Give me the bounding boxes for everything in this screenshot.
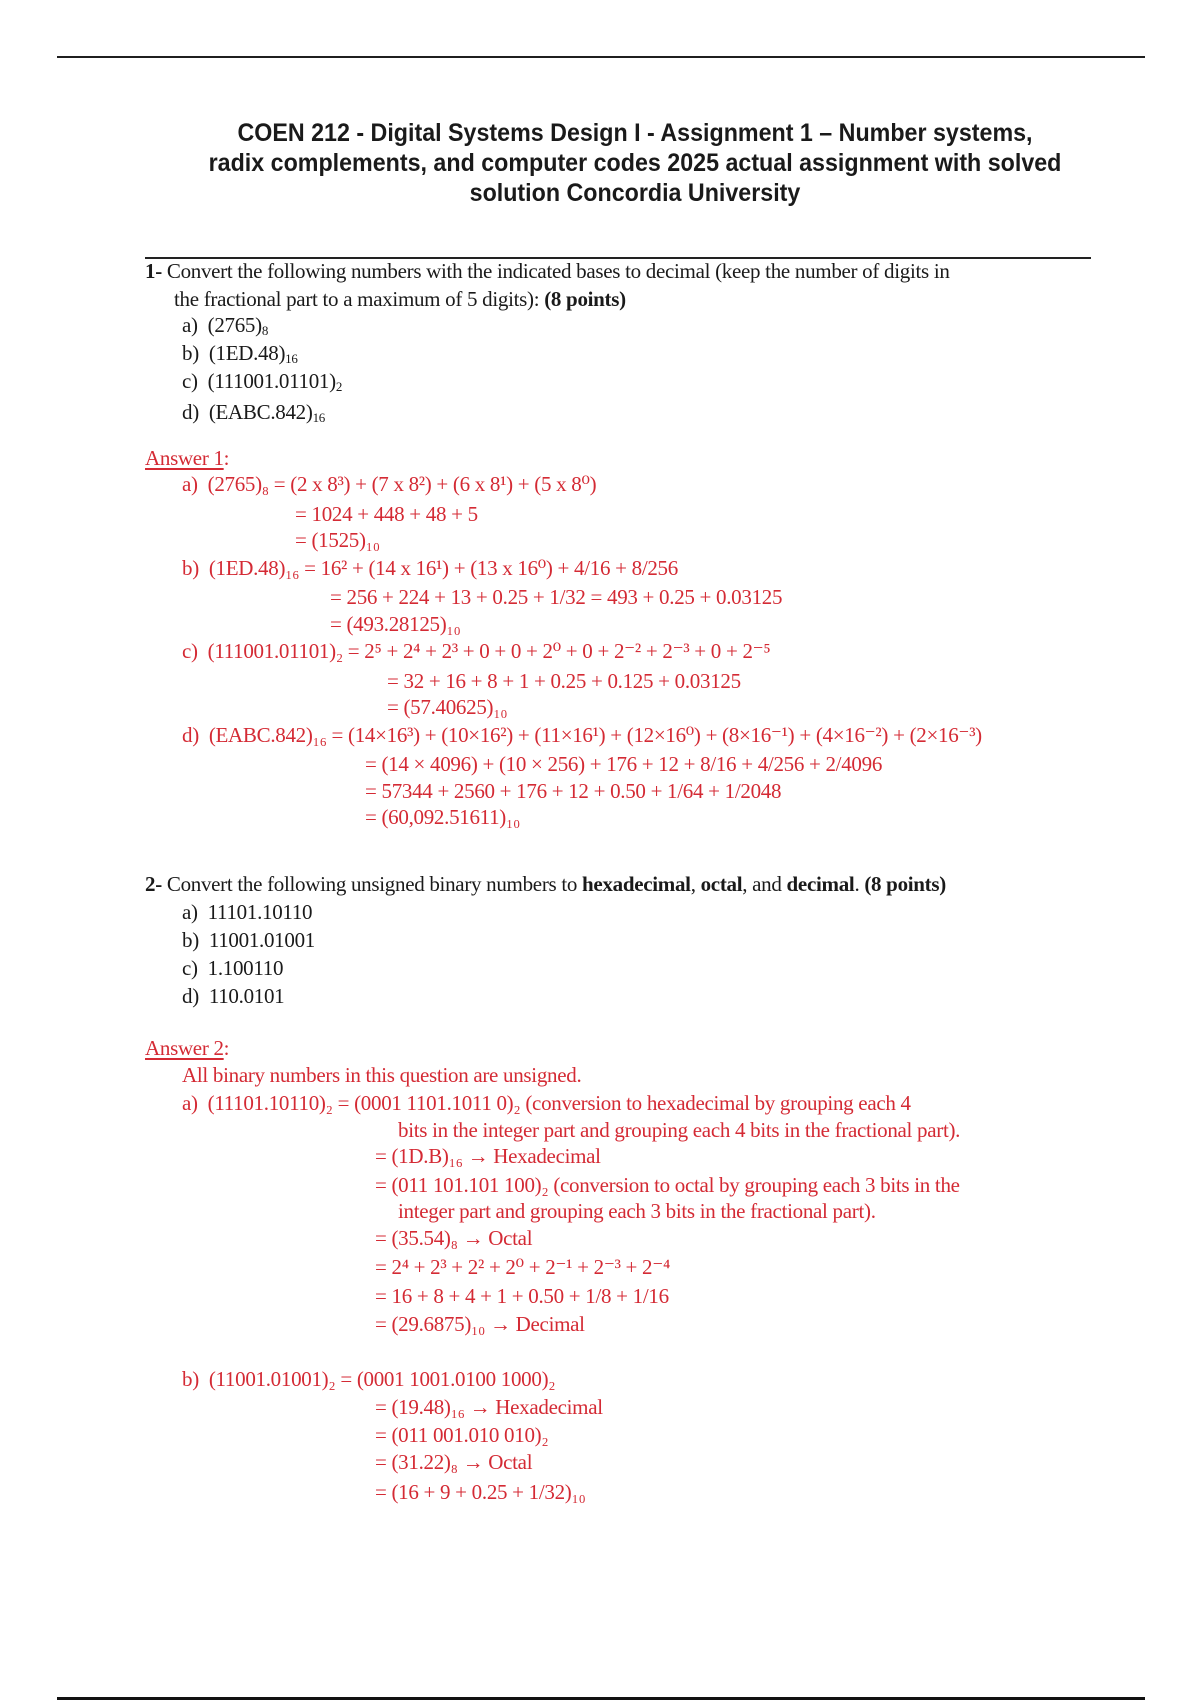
colon: :	[223, 446, 230, 470]
a1-c-line1	[182, 638, 770, 664]
a2-a-line6: = 16 + 8 + 4 + 1 + 0.50 + 1/8 + 1/16	[375, 1284, 669, 1308]
item-base: 16	[285, 351, 298, 366]
part-label: b)	[182, 556, 199, 580]
q2-points: (8 points)	[864, 872, 946, 896]
eq-line: (2765)₈ = (2 x 8³) + (7 x 8²) + (6 x 8¹) + (5 x 8⁰)	[207, 472, 597, 496]
sep: ,	[690, 872, 701, 896]
item-label: b)	[182, 928, 199, 952]
kw-decimal: decimal	[786, 872, 855, 896]
item-base: 8	[261, 323, 269, 338]
item-value: (2765)	[207, 313, 262, 337]
q1-text-cont: the fractional part to a maximum of 5 digits):	[174, 287, 545, 311]
a2-b-line2: = (19.48)₁₆ → Hexadecimal	[375, 1395, 603, 1419]
a1-d-line4: = (60,092.51611)₁₀	[365, 805, 521, 829]
q1-prompt-line2	[174, 286, 626, 312]
answer-2-label: Answer 2	[145, 1036, 224, 1060]
item-base: 16	[312, 410, 325, 425]
item-label: d)	[182, 984, 199, 1008]
a2-b-line1	[182, 1366, 555, 1392]
document-title	[175, 118, 1096, 208]
item-value: (1ED.48)	[208, 341, 286, 365]
q1-prompt-line1	[145, 258, 950, 284]
a2-a-line4: = (35.54)₈ → Octal	[375, 1226, 533, 1250]
item-value: (111001.01101)	[207, 369, 336, 393]
item-value: 11001.01001	[208, 928, 315, 952]
q1-item-c	[182, 368, 342, 394]
a1-a-line3: = (1525)₁₀	[295, 528, 380, 552]
a1-a-line1	[182, 471, 596, 497]
q2-item-b	[182, 927, 315, 953]
item-base: 2	[335, 379, 343, 394]
a2-a-line3: = (011 101.101 100)₂ (conversion to octal by grouping each 3 bits in the	[375, 1173, 960, 1197]
a2-a-line1b: bits in the integer part and grouping each 4 bits in the fractional part).	[398, 1118, 961, 1142]
part-label: c)	[182, 639, 198, 663]
title-line-3: solution Concordia University	[469, 179, 801, 207]
a1-d-line3: = 57344 + 2560 + 176 + 12 + 0.50 + 1/64 + 1/2048	[365, 779, 782, 803]
a2-b-line4: = (31.22)₈ → Octal	[375, 1450, 533, 1474]
q1-item-d	[182, 399, 325, 425]
q2-number: 2-	[145, 872, 162, 896]
lhs: (11001.01001)₂	[208, 1367, 341, 1391]
answer-2-heading	[145, 1035, 229, 1061]
part-label: a)	[182, 1091, 198, 1115]
a2-a-line7: = (29.6875)₁₀ → Decimal	[375, 1312, 585, 1336]
a2-note: All binary numbers in this question are unsigned.	[182, 1063, 582, 1087]
sep: , and	[742, 872, 787, 896]
a2-a-line2: = (1D.B)₁₆ → Hexadecimal	[375, 1144, 601, 1168]
a2-b-line3: = (011 001.010 010)₂	[375, 1423, 549, 1447]
item-label: c)	[182, 369, 198, 393]
eq-line: (1ED.48)₁₆ = 16² + (14 x 16¹) + (13 x 16⁰) + 4/16 + 8/256	[208, 556, 678, 580]
top-rule	[57, 56, 1145, 58]
item-label: a)	[182, 900, 198, 924]
eq-line: = (0001 1001.0100 1000)₂	[340, 1367, 556, 1391]
q1-text: Convert the following numbers with the indicated bases to decimal (keep the number of digits in	[166, 259, 950, 283]
q1-item-a	[182, 312, 268, 338]
q2-item-c	[182, 955, 283, 981]
a1-b-line1	[182, 555, 678, 581]
part-label: d)	[182, 723, 199, 747]
item-label: a)	[182, 313, 198, 337]
q2-item-d	[182, 983, 284, 1009]
q2-prompt	[145, 871, 946, 897]
q1-points: (8 points)	[544, 287, 626, 311]
a1-b-line2: = 256 + 224 + 13 + 0.25 + 1/32 = 493 + 0.25 + 0.03125	[330, 585, 783, 609]
a2-a-line3b: integer part and grouping each 3 bits in the fractional part).	[398, 1199, 876, 1223]
title-line-2: radix complements, and computer codes 2025 actual assignment with solved	[208, 149, 1062, 177]
a2-b-line5: = (16 + 9 + 0.25 + 1/32)₁₀	[375, 1480, 586, 1504]
q1-number: 1-	[145, 259, 162, 283]
part-label: a)	[182, 472, 198, 496]
a1-c-line2: = 32 + 16 + 8 + 1 + 0.25 + 0.125 + 0.03125	[387, 669, 741, 693]
q2-item-a	[182, 899, 312, 925]
eq-line: = (0001 1101.1011 0)₂ (conversion to hexadecimal by grouping each 4	[337, 1091, 911, 1115]
item-label: b)	[182, 341, 199, 365]
item-label: d)	[182, 400, 199, 424]
q2-text-end: .	[854, 872, 865, 896]
a1-d-line2: = (14 × 4096) + (10 × 256) + 176 + 12 + 8/16 + 4/256 + 2/4096	[365, 752, 883, 776]
a1-a-line2: = 1024 + 448 + 48 + 5	[295, 502, 478, 526]
kw-hex: hexadecimal	[582, 872, 691, 896]
a1-b-line3: = (493.28125)₁₀	[330, 612, 461, 636]
item-value: 1.100110	[207, 956, 284, 980]
part-label: b)	[182, 1367, 199, 1391]
q2-text: Convert the following unsigned binary numbers to	[166, 872, 583, 896]
item-label: c)	[182, 956, 198, 980]
eq-line: (EABC.842)₁₆ = (14×16³) + (10×16²) + (11×16¹) + (12×16⁰) + (8×16⁻¹) + (4×16⁻²) + (2×16⁻³)	[208, 723, 982, 747]
a2-a-line5: = 2⁴ + 2³ + 2² + 2⁰ + 2⁻¹ + 2⁻³ + 2⁻⁴	[375, 1255, 671, 1279]
a2-a-line1	[182, 1090, 911, 1116]
title-line-1: COEN 212 - Digital Systems Design I - Assignment 1 – Number systems,	[237, 119, 1033, 147]
lhs: (11101.10110)₂	[207, 1091, 338, 1115]
answer-1-heading	[145, 445, 229, 471]
item-value: 110.0101	[208, 984, 285, 1008]
a1-d-line1	[182, 722, 982, 748]
item-value: (EABC.842)	[208, 400, 313, 424]
a1-c-line3: = (57.40625)₁₀	[387, 695, 508, 719]
colon: :	[223, 1036, 230, 1060]
item-value: 11101.10110	[207, 900, 313, 924]
eq-line: (111001.01101)₂ = 2⁵ + 2⁴ + 2³ + 0 + 0 + 2⁰ + 0 + 2⁻² + 2⁻³ + 0 + 2⁻⁵	[207, 639, 771, 663]
q1-item-b	[182, 340, 298, 366]
kw-octal: octal	[700, 872, 743, 896]
answer-1-label: Answer 1	[145, 446, 224, 470]
